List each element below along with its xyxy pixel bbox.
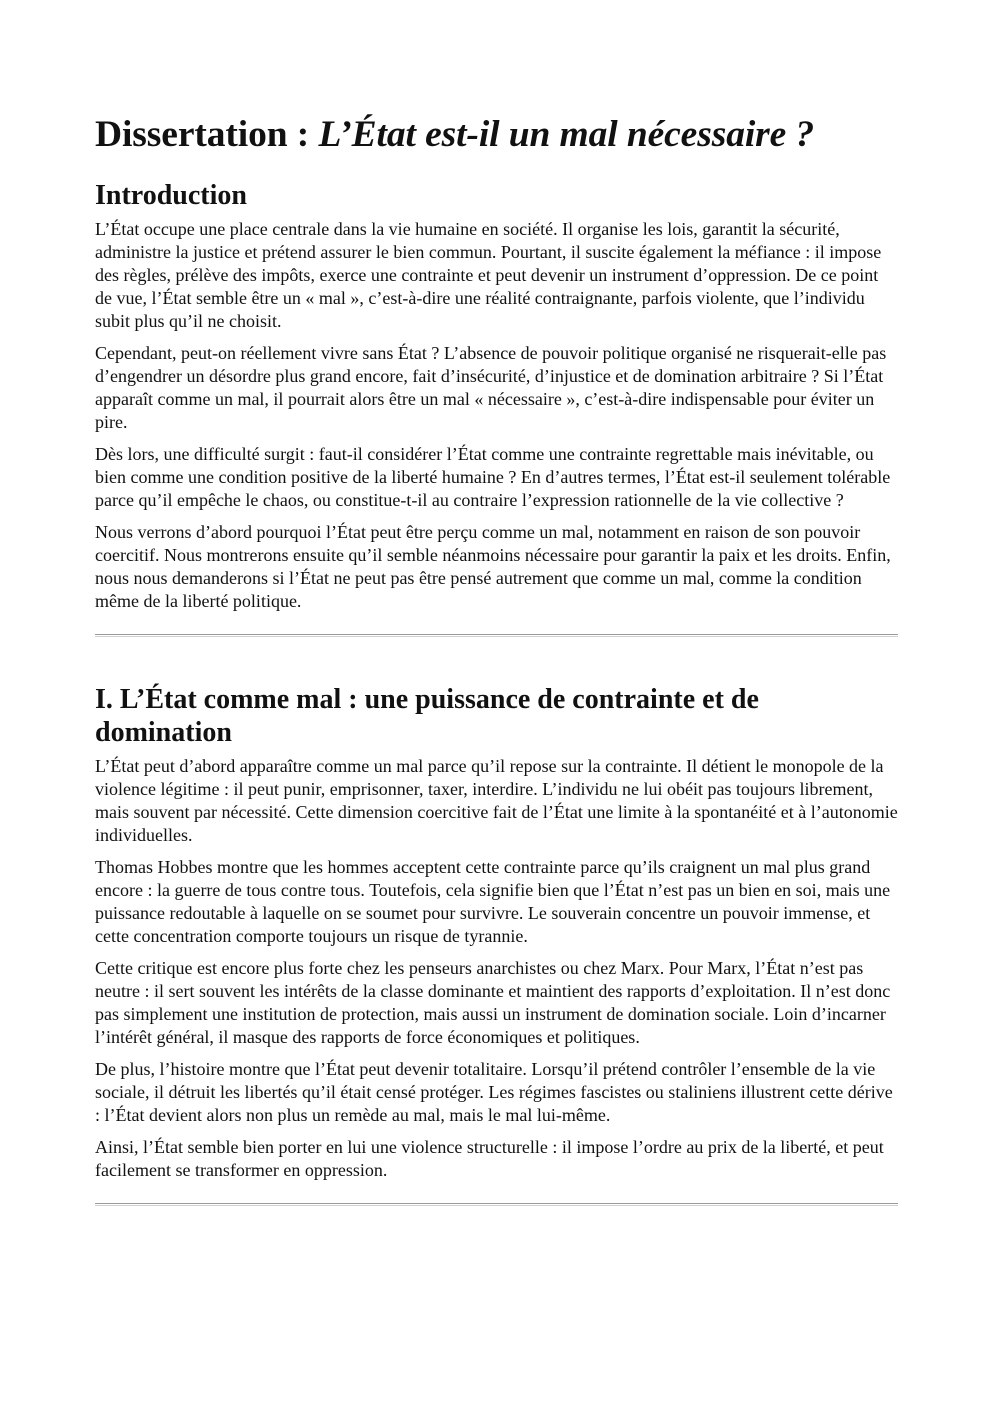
title-prefix: Dissertation :	[95, 114, 319, 155]
section-1-paragraph: De plus, l’histoire montre que l’État peut devenir totalitaire. Lorsqu’il prétend contrôler l’ensemble de la vie sociale, il détruit les libertés qu’il était censé protéger. Les régimes fascistes ou staliniens illustrent cette dérive : l’État devient alors non plus un remède au mal, mais le mal lui-même.	[95, 1059, 893, 1125]
section-1-paragraph: Cette critique est encore plus forte chez les penseurs anarchistes ou chez Marx. Pour Marx, l’État n’est pas neutre : il sert souvent les intérêts de la classe dominante et maintient des rapports d’exploitation. Il n’est donc pas simplement une institution de protection, mais aussi un instrument de domination sociale. Loin d’incarner l’intérêt général, il masque des rapports de force économiques et politiques.	[95, 958, 891, 1047]
section-1-paragraph: L’État peut d’abord apparaître comme un mal parce qu’il repose sur la contrainte. Il détient le monopole de la violence légitime : il peut punir, emprisonner, taxer, interdire. L’individu ne lui obéit pas toujours librement, mais souvent par nécessité. Cette dimension coercitive fait de l’État une limite à la spontanéité et à l’autonomie individuelles.	[95, 756, 898, 845]
document-title	[95, 113, 898, 157]
introduction-heading: Introduction	[95, 180, 247, 211]
introduction-paragraph: Dès lors, une difficulté surgit : faut-il considérer l’État comme une contrainte regrettable mais inévitable, ou bien comme une condition positive de la liberté humaine ? En d’autres termes, l’État est-il seulement tolérable parce qu’il empêche le chaos, ou constitue-t-il au contraire l’expression rationnelle de la vie collective ?	[95, 444, 891, 510]
section-1-paragraph: Thomas Hobbes montre que les hommes acceptent cette contrainte parce qu’ils craignent un mal plus grand encore : la guerre de tous contre tous. Toutefois, cela signifie bien que l’État n’est pas un bien en soi, mais une puissance redoutable à laquelle on se soumet pour survivre. Le souverain concentre un pouvoir immense, et cette concentration comporte toujours un risque de tyrannie.	[95, 857, 891, 946]
section-1-paragraph: Ainsi, l’État semble bien porter en lui une violence structurelle : il impose l’ordre au prix de la liberté, et peut facilement se transformer en oppression.	[95, 1137, 884, 1180]
title-italic: L’État est-il un mal nécessaire ?	[318, 114, 815, 155]
section-divider	[95, 1203, 898, 1206]
section-divider	[95, 634, 898, 637]
introduction-paragraph: L’État occupe une place centrale dans la vie humaine en société. Il organise les lois, garantit la sécurité, administre la justice et prétend assurer le bien commun. Pourtant, il suscite également la méfiance : il impose des règles, prélève des impôts, exerce une contrainte et peut devenir un instrument d’oppression. De ce point de vue, l’État semble être un « mal », c’est-à-dire une réalité contraignante, parfois violente, que l’individu subit plus qu’il ne choisit.	[95, 219, 882, 331]
section-1-heading: I. L’État comme mal : une puissance de contrainte et de domination	[95, 684, 759, 748]
introduction-paragraph: Cependant, peut-on réellement vivre sans État ? L’absence de pouvoir politique organisé ne risquerait-elle pas d’engendrer un désordre plus grand encore, fait d’insécurité, d’injustice et de domination arbitraire ? Si l’État apparaît comme un mal, il pourrait alors être un mal « nécessaire », c’est-à-dire indispensable pour éviter un pire.	[95, 343, 887, 432]
introduction-paragraph: Nous verrons d’abord pourquoi l’État peut être perçu comme un mal, notamment en raison de son pouvoir coercitif. Nous montrerons ensuite qu’il semble néanmoins nécessaire pour garantir la paix et les droits. Enfin, nous nous demanderons si l’État ne peut pas être pensé autrement que comme un mal, comme la condition même de la liberté politique.	[95, 522, 891, 611]
